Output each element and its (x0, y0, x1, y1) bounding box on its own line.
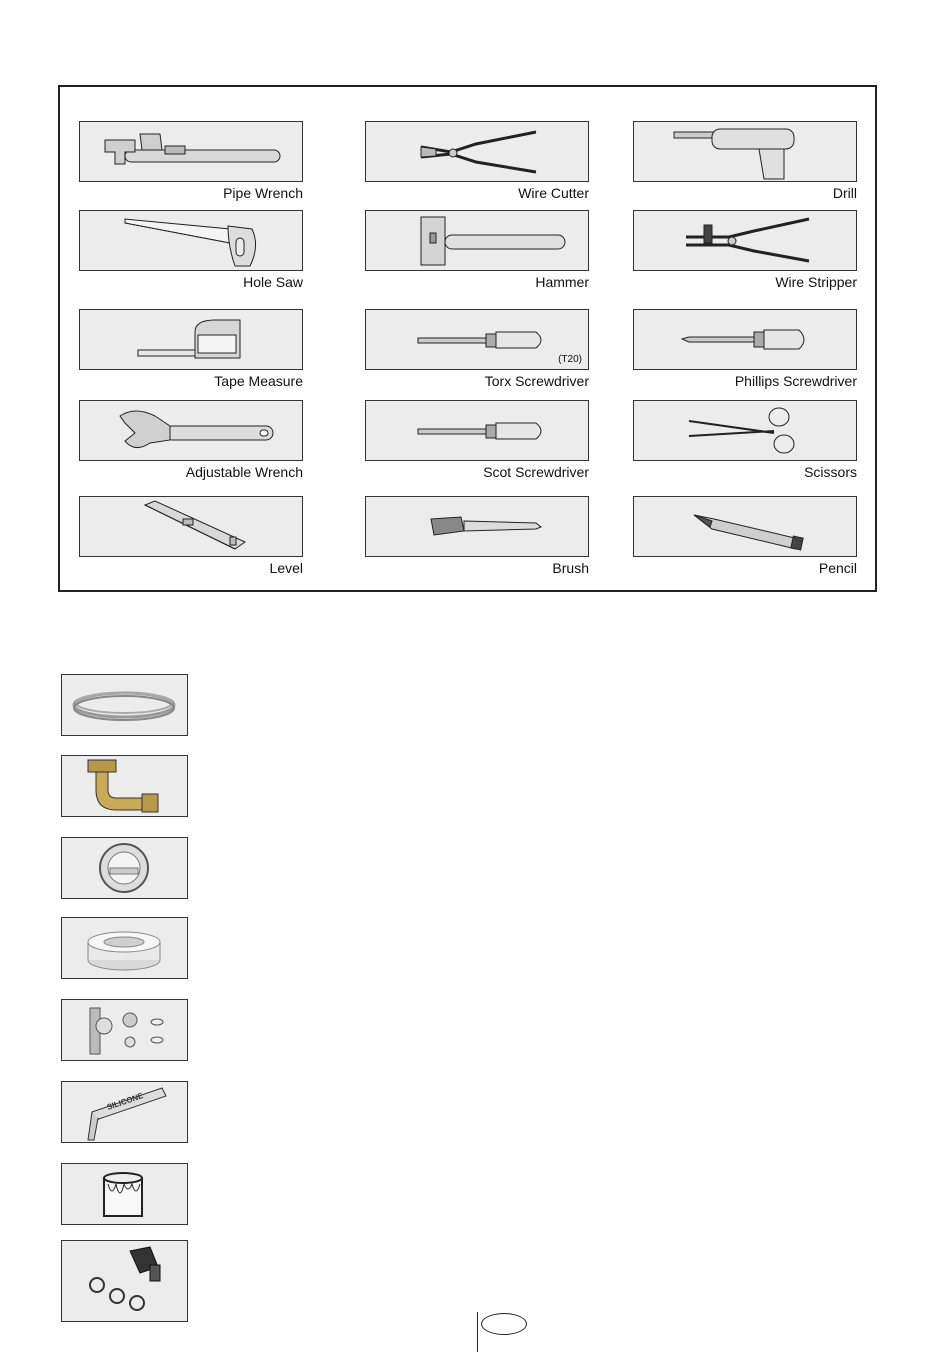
level-icon (80, 497, 302, 556)
tool-label: Wire Stripper (775, 274, 857, 290)
teflon-tape-icon (62, 918, 187, 978)
lock-nut-icon (62, 838, 187, 898)
tool-label: Hole Saw (243, 274, 303, 290)
tool-wire-stripper (633, 210, 857, 290)
tools-panel (58, 85, 877, 592)
adjustable-wrench-icon (80, 401, 302, 460)
tool-level (79, 496, 303, 576)
silicone-label: SILICONE (105, 1091, 145, 1112)
tool-pipe-wrench (79, 121, 303, 201)
tool-tape-measure (79, 309, 303, 389)
silicone-tube-icon (62, 1082, 187, 1142)
material-teflon-tape (61, 917, 188, 979)
material-silicone-tube (61, 1081, 188, 1143)
tool-phillips-screwdriver (633, 309, 857, 389)
hole-saw-icon (80, 211, 302, 270)
pipe-wrench-icon (80, 122, 302, 181)
tool-drill (633, 121, 857, 201)
tool-brush (365, 496, 589, 576)
tool-label: Pipe Wrench (223, 185, 303, 201)
tool-hole-saw (79, 210, 303, 290)
tool-label: Scot Screwdriver (483, 464, 589, 480)
tool-pencil (633, 496, 857, 576)
tool-hammer (365, 210, 589, 290)
tool-label: Level (269, 560, 303, 576)
page-divider (477, 1312, 478, 1352)
tool-label: Hammer (535, 274, 589, 290)
material-lock-nut (61, 837, 188, 899)
tool-label: Tape Measure (214, 373, 303, 389)
tool-wire-cutter (365, 121, 589, 201)
material-anchor-bolts (61, 999, 188, 1061)
tool-label: Brush (552, 560, 589, 576)
tool-adjustable-wrench (79, 400, 303, 480)
hose-clamps-icon (62, 1241, 187, 1321)
wire-coil-icon (62, 675, 187, 735)
tape-measure-icon (80, 310, 302, 369)
tool-label: Torx Screwdriver (484, 373, 589, 389)
drill-icon (634, 122, 856, 181)
tool-torx-screwdriver (365, 309, 589, 389)
scot-screwdriver-icon (366, 401, 588, 460)
torx-size-note: (T20) (558, 354, 582, 365)
torx-screwdriver-icon (366, 310, 588, 369)
elbow-fitting-icon (62, 756, 187, 816)
paint-can-icon (62, 1164, 187, 1224)
page-number (481, 1313, 527, 1335)
material-wire-coil (61, 674, 188, 736)
wire-stripper-icon (634, 211, 856, 270)
pencil-icon (634, 497, 856, 556)
tool-label: Adjustable Wrench (185, 464, 303, 480)
tool-label: Pencil (818, 560, 857, 576)
anchor-bolts-icon (62, 1000, 187, 1060)
material-hose-clamps (61, 1240, 188, 1322)
phillips-screwdriver-icon (634, 310, 856, 369)
tool-scot-screwdriver (365, 400, 589, 480)
tool-label: Phillips Screwdriver (734, 373, 857, 389)
tool-label: Scissors (804, 464, 857, 480)
material-paint-can (61, 1163, 188, 1225)
scissors-icon (634, 401, 856, 460)
tool-label: Drill (832, 185, 857, 201)
brush-icon (366, 497, 588, 556)
tool-label: Wire Cutter (518, 185, 589, 201)
hammer-icon (366, 211, 588, 270)
material-elbow-fitting (61, 755, 188, 817)
wire-cutter-icon (366, 122, 588, 181)
tool-scissors (633, 400, 857, 480)
